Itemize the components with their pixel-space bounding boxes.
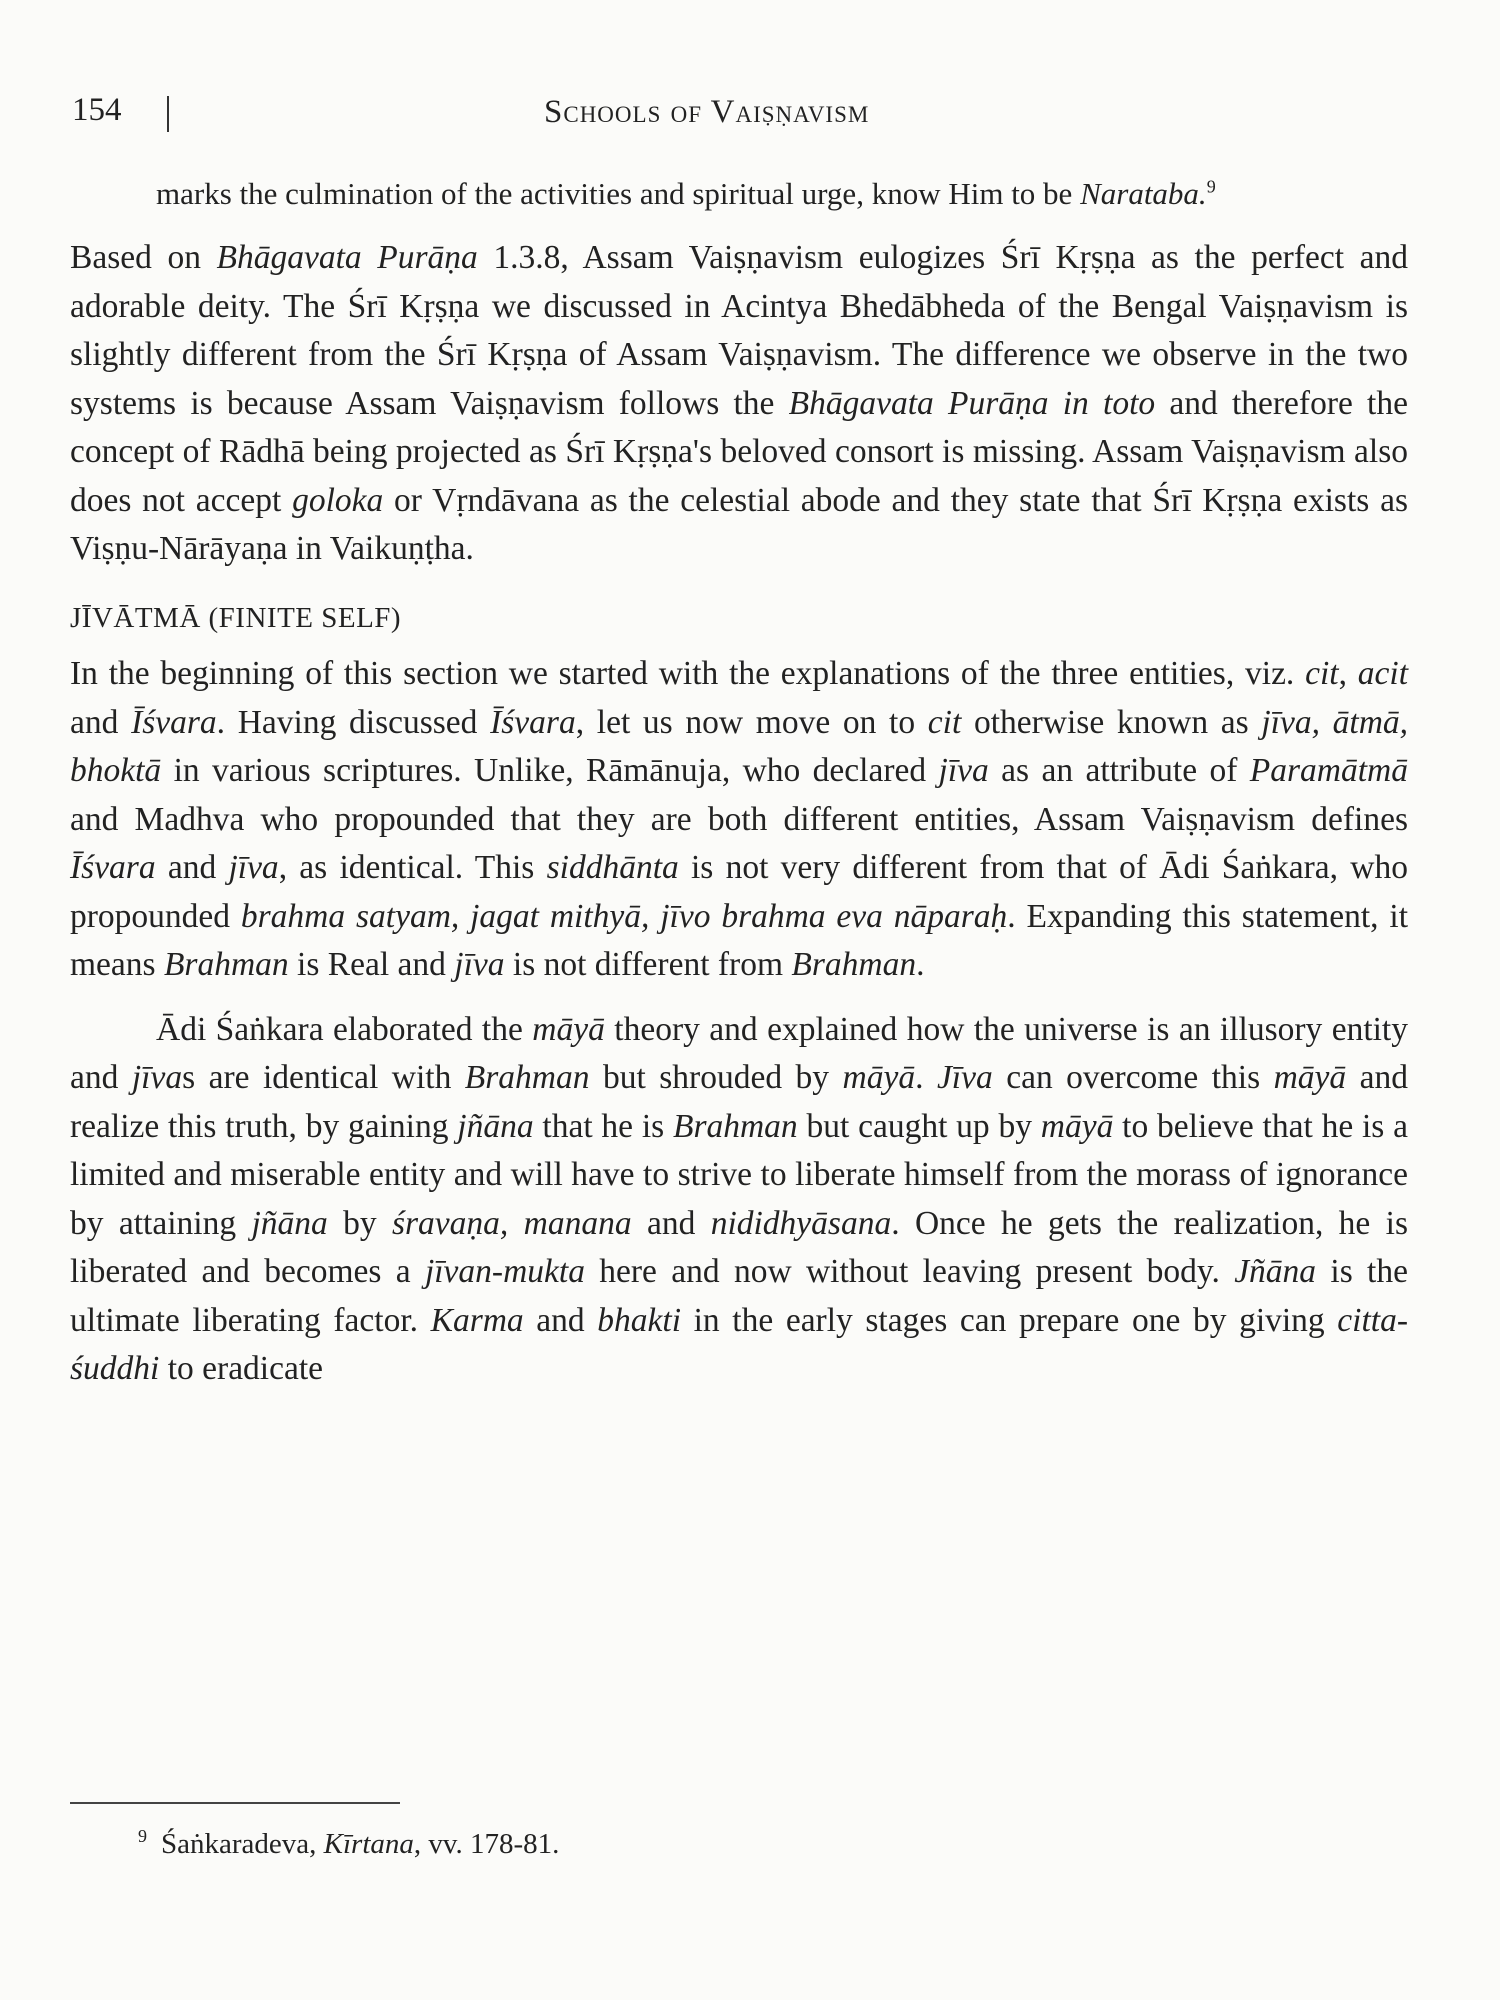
header-divider <box>167 96 169 132</box>
footnote-reference[interactable]: 9 <box>1206 176 1216 197</box>
paragraph-2: In the beginning of this section we started with the explanations of the three entities, viz. cit, acit and Īśvara. Having discussed Īśvara, let us now move on to cit otherwise known as jīva, ātmā, bhoktā in various scriptures. Unlike, Rāmānuja, who declared jīva as an attribute of Paramātmā and Madhva who propounded that they are both different entities, Assam Vaiṣṇavism defines Īśvara and jīva, as identical. This siddhānta is not very different from that of Ādi Śaṅkara, who propounded brahma satyam, jagat mithyā, jīvo brahma eva nāparaḥ. Expanding this statement, it means Brahman is Real and jīva is not different from Brahman. <box>70 655 1409 983</box>
paragraph-3: Ādi Śaṅkara elaborated the māyā theory and explained how the universe is an illusory entity and jīvas are identical with Brahman but shrouded by māyā. Jīva can overcome this māyā and realize this truth, by gaining jñāna that he is Brahman but caught up by māyā to believe that he is a limited and miserable entity and will have to strive to liberate himself from the morass of ignorance by attaining jñāna by śravaṇa, manana and nididhyāsana. Once he gets the realization, he is liberated and becomes a jīvan-mukta here and now without leaving present body. Jñāna is the ultimate liberating factor. Karma and bhakti in the early stages can prepare one by giving citta-śuddhi to eradicate <box>70 1010 1408 1387</box>
section-heading: JĪVĀTMĀ (FINITE SELF) <box>70 601 402 634</box>
footnote-number: 9 <box>138 1826 147 1847</box>
running-head <box>72 92 1412 140</box>
footnote: $^9$ Śaṅkaradeva, Kīrtana, vv. 178-81. <box>138 1826 560 1860</box>
page-number: 154 <box>72 92 122 128</box>
paragraph-1: Based on Bhāgavata Purāṇa 1.3.8, Assam Vaiṣṇavism eulogizes Śrī Kṛṣṇa as the perfect and adorable deity. The Śrī Kṛṣṇa we discussed in Acintya Bhedābheda of the Bengal Vaiṣṇavism is slightly different from the Śrī Kṛṣṇa of Assam Vaiṣṇavism. The difference we observe in the two systems is because Assam Vaiṣṇavism follows the Bhāgavata Purāṇa in toto and therefore the concept of Rādhā being projected as Śrī Kṛṣṇa's beloved consort is missing. Assam Vaiṣṇavism also does not accept goloka or Vṛndāvana as the celestial abode and they state that Śrī Kṛṣṇa exists as Viṣṇu-Nārāyaṇa in Vaikuṇṭha. <box>70 239 1408 567</box>
running-title: Schools of Vaiṣṇavism <box>544 94 870 130</box>
block-quote: marks the culmination of the activities and spiritual urge, know Him to be Narataba.$^9$ <box>156 176 1216 211</box>
footnote-rule <box>70 1802 400 1804</box>
body-text <box>70 172 1408 1394</box>
